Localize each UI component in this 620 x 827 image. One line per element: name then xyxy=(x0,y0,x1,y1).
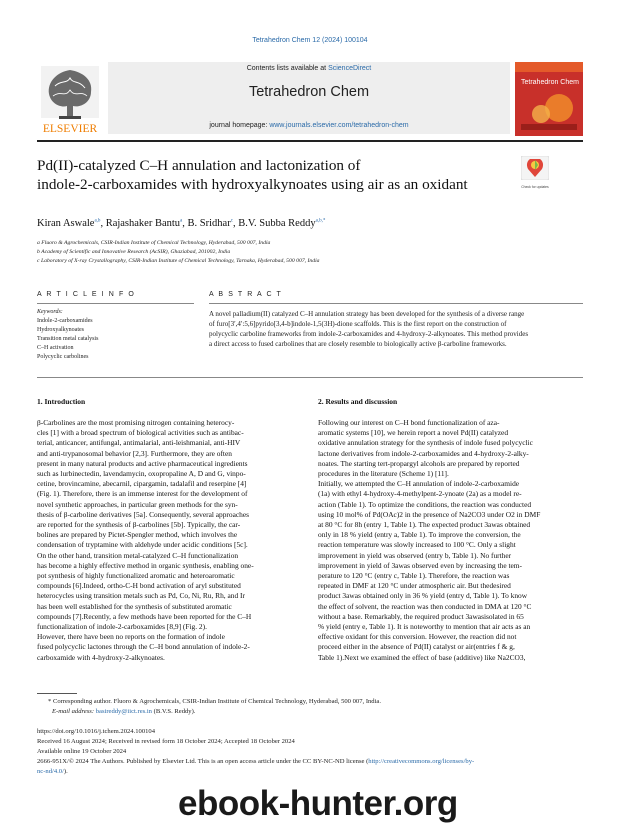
abstract-label: A B S T R A C T xyxy=(209,291,283,298)
section-heading-results: 2. Results and discussion xyxy=(318,397,398,406)
affiliation: b Academy of Scientific and Innovative Research (AcSIR), Ghaziabad, 201002, India xyxy=(37,249,231,255)
body-text-line: pot synthesis of highly functionalized aromatic and heteroaromatic xyxy=(37,571,235,581)
body-text-line: Initially, we attempted the C–H annulation of indole-2-carboxamide xyxy=(318,479,520,489)
section-heading-introduction: 1. Introduction xyxy=(37,397,86,406)
journal-banner xyxy=(108,62,510,134)
body-text-line: has become a highly effective method in organic synthesis, enabling one- xyxy=(37,560,254,570)
body-text-line: has been well established for the synthesis of substituted aromatic xyxy=(37,601,232,611)
body-text-line: aromatic systems [10], we herein report a novel Pd(II) catalyzed xyxy=(318,428,509,438)
body-text-line: bolines are prepared by Pictet-Spengler method, which involves the xyxy=(37,530,238,540)
body-text-line: heterocycles using transition metals such as Pd, Co, Ni, Ru, Rh, and Ir xyxy=(37,591,245,601)
article-info-label: A R T I C L E I N F O xyxy=(37,291,136,298)
body-text-line: action (Table 1). To optimize the conditions, the reaction was conducted xyxy=(318,499,532,509)
body-text-line: However, there have been no reports on the formation of indole xyxy=(37,632,225,642)
body-text-line: oxidative annulation strategy for the synthesis of indole fused polycyclic xyxy=(318,438,533,448)
body-text-line: improvement in yield was observed (entry b, Table 1). No further xyxy=(318,550,512,560)
body-text-line: (Fig. 1). Therefore, there is an immense interest for the development of xyxy=(37,489,248,499)
footnote-rule xyxy=(37,693,77,694)
affiliation: a Fluoro & Agrochemicals, CSIR-Indian Institute of Chemical Technology, Hyderabad, 500 007, India xyxy=(37,240,271,246)
body-text-line: compounds [6].Indeed, ortho-C-H bond activation of aryl substituted xyxy=(37,581,241,591)
body-text-line: condensation of tryptamine with aldehyde under acidic conditions [5c]. xyxy=(37,540,248,550)
doi-link[interactable]: https://doi.org/10.1016/j.tchem.2024.100104 xyxy=(37,728,156,735)
introduction-body xyxy=(37,418,302,663)
body-text-line: at 80 °C for 8h (entry 1, Table 1). The expected product 3awas obtained xyxy=(318,520,531,530)
body-text-line: only in 18 % yield (entry a, Table 1). To improve the conversion, the xyxy=(318,530,521,540)
body-text-line: noates. The starting tert-propargyl alcohols are prepared by reported xyxy=(318,458,520,468)
journal-title: Tetrahedron Chem xyxy=(248,84,370,100)
corresponding-author-note: * Corresponding author. Fluoro & Agrochemicals, CSIR-Indian Institute of Chemical Technology, Hyderabad, 500 007, India. xyxy=(48,698,382,705)
divider xyxy=(209,303,583,304)
affiliation: c Laboratory of X-ray Crystallography, CSIR-Indian Institute of Chemical Technology, Tarnaka, Hyderabad, 500 007, India xyxy=(37,258,320,264)
body-text-line: (1a) with ethyl 4-hydroxy-4-methylpent-2-ynoate (2a) as a model re- xyxy=(318,489,522,499)
body-text-line: reaction temperature was slowly increased to 100 °C. Only a slight xyxy=(318,540,516,550)
body-text-line: proceed either in the absence of Pd(II) catalyst or air(entries f & g, xyxy=(318,642,515,652)
body-text-line: product 3awas obtained only in 36 % yield (entry d, Table 1). To know xyxy=(318,591,528,601)
body-text-line: are reported for the synthesis of β-carbolines [5b]. Typically, the car- xyxy=(37,520,241,530)
cover-title: Tetrahedron Chem xyxy=(521,79,579,86)
body-text-line: procedures in the literature (Scheme 1) [11]. xyxy=(318,469,449,479)
body-text-line: β-Carbolines are the most promising nitrogen containing heterocy- xyxy=(37,418,235,427)
body-text-line: lactone derivatives from indole-2-carboxamides and 4-hydroxy-2-alky- xyxy=(318,448,529,458)
body-text-line: without a base. Remarkably, the required product 3awasisolated in 65 xyxy=(318,611,524,621)
available-online: Available online 19 October 2024 xyxy=(37,748,127,755)
body-text-line: perature to 120 °C (entry c, Table 1). Therefore, the reaction was xyxy=(318,571,510,581)
body-text-line: carboxamide with 4-hydroxy-2-alkynoates. xyxy=(37,652,165,662)
keyword: Indole-2-carboxamides xyxy=(37,318,93,324)
body-text-line: improvement in yield of 3awas observed even by increasing the tem- xyxy=(318,560,523,570)
email-line: E-mail address: basireddy@iict.res.in (B.V.S. Reddy). xyxy=(52,708,196,715)
author-list: Kiran Aswale$^{a,b}$, Rajashaker Bantu$^a$, B. Sridhar$^c$, B.V. Subba Reddy$^{a,b,*}$ xyxy=(37,218,326,229)
body-text-line: such as lurbinectedin, lavendamycin, oxopropaline A, D and G, vinpo- xyxy=(37,469,246,479)
sciencedirect-link[interactable]: ScienceDirect xyxy=(328,65,372,72)
journal-reference[interactable]: Tetrahedron Chem 12 (2024) 100104 xyxy=(252,37,368,44)
author-name[interactable]: Rajashaker Bantu xyxy=(105,218,181,229)
author-name[interactable]: Kiran Aswale xyxy=(37,218,95,229)
body-text-line: Table 1).Next we examined the effect of base (additive) like Na2CO3, xyxy=(318,652,526,662)
body-text-line: terial, anticancer, antifungal, antimalarial, anti-leishmanial, anti-HIV xyxy=(37,438,241,448)
body-text-line: the effect of solvent, the reaction was then conducted in DMA at 120 °C xyxy=(318,601,532,611)
keywords-label: Keywords: xyxy=(37,309,63,315)
elsevier-tree-logo xyxy=(37,62,103,136)
author-name[interactable]: B.V. Subba Reddy xyxy=(238,218,316,229)
author-name[interactable]: B. Sridhar xyxy=(187,218,231,229)
body-text-line: and anti-trypanosomal behavior [2,3]. Furthermore, they are often xyxy=(37,448,232,458)
license-statement: 2666-951X/© 2024 The Authors. Published by Elsevier Ltd. This is an open access article under the CC BY-NC-ND license (http://creativecommons.org/licenses/by- xyxy=(37,758,475,765)
body-text-line: using 10 mol% of Pd(OAc)2 in the presence of Na2CO3 under O2 in DMF xyxy=(318,509,541,519)
check-for-updates-button[interactable] xyxy=(521,156,549,188)
keyword: Transition metal catalysis xyxy=(37,336,99,342)
body-text-line: compounds [7].Recently, a few methods have been reported for the C–H xyxy=(37,611,252,621)
article-title: Pd(II)-catalyzed C–H annulation and lactonization of indole-2-carboxamides with hydroxyalkynoates using air as an oxidant xyxy=(37,157,468,193)
contents-line: Contents lists available at ScienceDirect xyxy=(246,65,372,72)
body-text-line: cles [1] with a broad spectrum of biological activities such as antibac- xyxy=(37,428,244,438)
abstract-text: A novel palladium(II) catalyzed C–H annulation strategy has been developed for the synthesis of a diverse range of furo[3′,4′:5,6]pyrido[3,4-b]indole-1,5(3H)-dione scaffolds. This is the first report on the construction of polycyclic carboline frameworks from indole-2-carboxamides and 4-hydroxy-2-alkynoates. This method provides a direct access to fused carbolines that are closely resemble to biologically active β-carboline frameworks. xyxy=(209,310,529,348)
body-text-line: repeated in DMF at 120 °C under atmospheric air. But thedesired xyxy=(318,581,511,591)
body-text-line: functionalization of indole-2-carboxamides [8,9] (Fig. 2). xyxy=(37,622,207,632)
license-link[interactable]: nc-nd/4.0/ xyxy=(37,768,64,775)
body-text-line: fused polycyclic lactones through the C–H bond annulation of indole-2- xyxy=(37,642,250,652)
keyword: Hydroxyalkynoates xyxy=(37,327,84,333)
body-text-line: present in many natural products and active pharmaceutical ingredients xyxy=(37,458,248,468)
keyword: C–H activation xyxy=(37,345,74,351)
journal-header xyxy=(37,60,583,138)
email-link[interactable]: basireddy@iict.res.in xyxy=(95,708,152,715)
received-dates: Received 16 August 2024; Received in revised form 18 October 2024; Accepted 18 October 2024 xyxy=(37,738,295,745)
body-text-line: effective oxidant for this conversion. However, the reaction did not xyxy=(318,632,517,642)
watermark-text: ebook-hunter.org xyxy=(178,784,458,823)
body-text-line: % yield (entry e, Table 1). It is noteworthy to mention that air acts as an xyxy=(318,622,531,632)
results-body xyxy=(318,418,583,663)
keyword: Polycyclic carbolines xyxy=(37,354,89,360)
elsevier-wordmark: ELSEVIER xyxy=(42,123,98,135)
divider xyxy=(37,303,194,304)
license-link[interactable]: http://creativecommons.org/licenses/by- xyxy=(368,758,475,765)
body-text-line: thesis of β-carboline derivatives [5a]. Consequently, several approaches xyxy=(37,509,249,519)
header-rule xyxy=(37,140,583,142)
check-for-updates-icon xyxy=(521,156,549,180)
body-text-line: cetine, brovincamine, abecarnil, cipargamin, tadalafil and reserpine [4] xyxy=(37,479,247,489)
journal-cover-thumbnail[interactable] xyxy=(515,62,583,136)
homepage-line: journal homepage: www.journals.elsevier.com/tetrahedron-chem xyxy=(209,122,409,129)
check-for-updates-label: Check for updates xyxy=(521,185,549,189)
divider xyxy=(37,377,583,378)
body-text-line: novel synthetic approaches, in particular green methods for the syn- xyxy=(37,499,238,509)
license-statement-cont: nc-nd/4.0/). xyxy=(37,768,68,775)
body-text-line: On the other hand, transition metal-catalyzed C–H functionalization xyxy=(37,550,239,560)
homepage-link[interactable]: www.journals.elsevier.com/tetrahedron-chem xyxy=(269,122,409,129)
body-text-line: Following our interest on C–H bond functionalization of aza- xyxy=(318,418,500,427)
